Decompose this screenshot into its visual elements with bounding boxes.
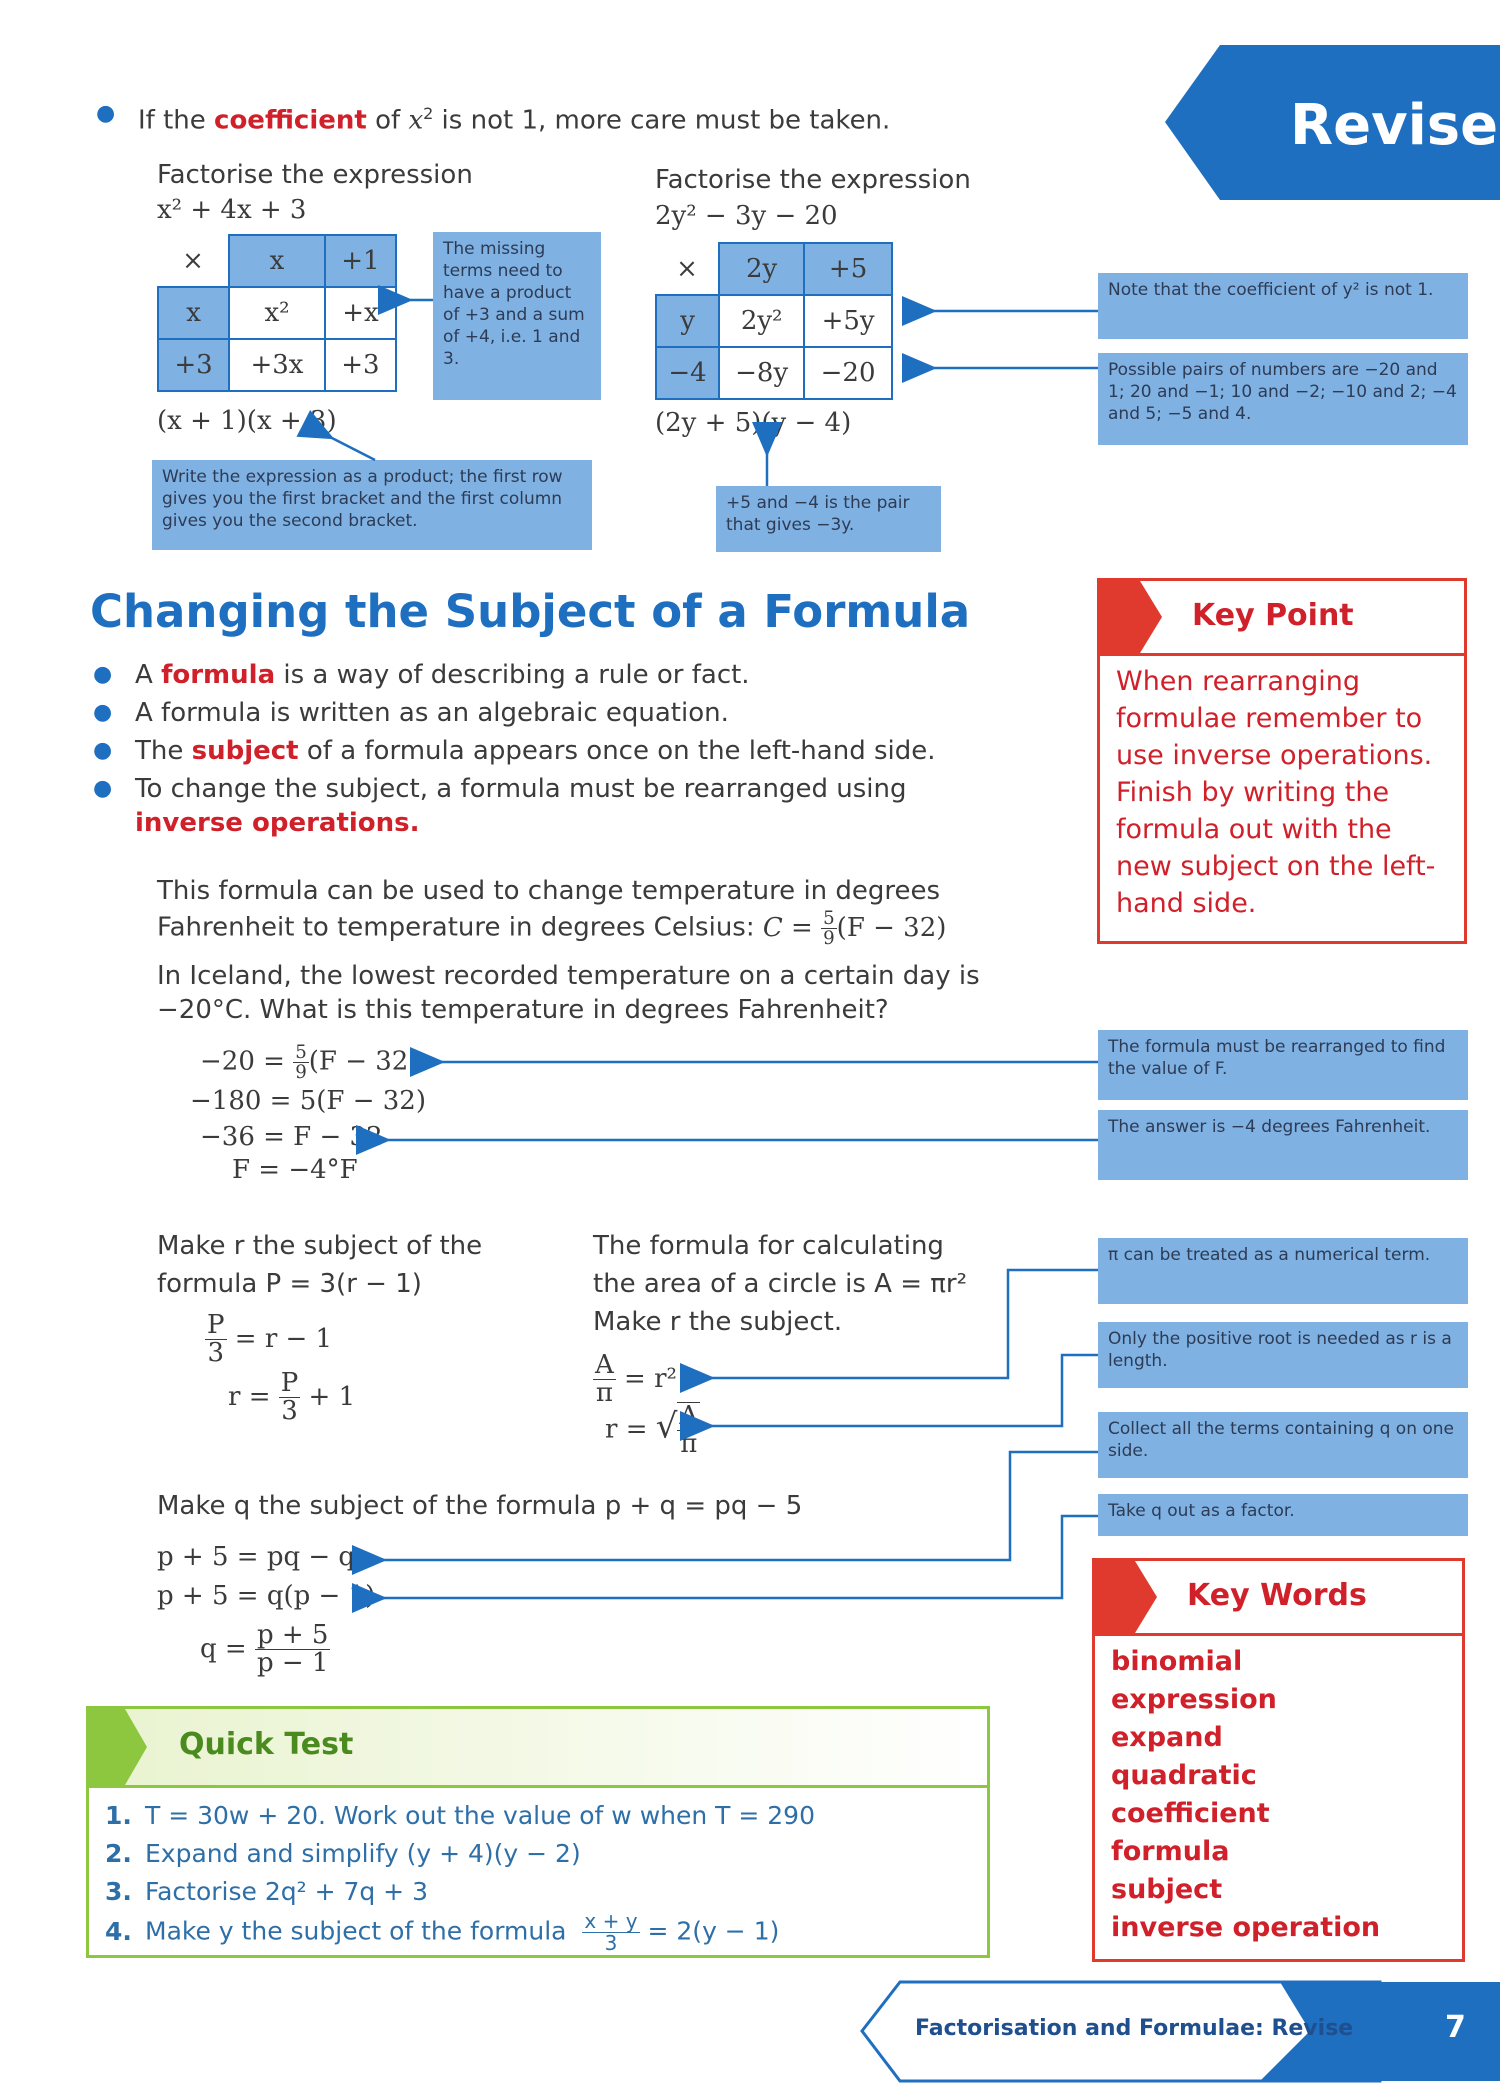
bullet-icon: ● <box>93 662 113 687</box>
ex2-cell: −8y <box>719 347 804 399</box>
key-word: coefficient <box>1111 1798 1270 1829</box>
ex1-heading: Factorise the expression <box>157 160 473 190</box>
ex-r-step-2: r = $\frac{P}{3}$ + 1 <box>228 1368 356 1427</box>
intro-line: ● If the coefficient of $x^2$ is not 1, more care must be taken. <box>138 97 890 138</box>
quick-test-chevron-icon <box>89 1709 159 1785</box>
temp-line-1: This formula can be used to change temperature in degrees <box>157 876 941 906</box>
ex1-cell: x² <box>229 287 325 339</box>
ex2-below-note: +5 and −4 is the pair that gives −3y. <box>716 486 941 552</box>
page-number: 7 <box>1445 2010 1466 2045</box>
temp-step-3: −36 = F − 32 <box>200 1122 383 1152</box>
ex1-side-note: The missing terms need to have a product of +3 and a sum of +4, i.e. 1 and 3. <box>433 232 601 400</box>
key-words-header <box>1095 1561 1462 1636</box>
key-word: expand <box>1111 1722 1223 1753</box>
ex2-cell: y <box>656 295 719 347</box>
ex-circle-step-1: $\frac{A}{\pi}$ = r² <box>595 1350 677 1409</box>
circle-note-1: π can be treated as a numerical term. <box>1098 1238 1468 1304</box>
temp-question-1: In Iceland, the lowest recorded temperature on a certain day is <box>157 961 980 991</box>
bullet-equation: ● A formula is written as an algebraic equation. <box>93 698 729 728</box>
ex-circle-line-2: the area of a circle is A = πr² <box>593 1269 968 1299</box>
key-word: inverse operation <box>1111 1912 1381 1943</box>
bullet-rearrange: ● To change the subject, a formula must be rearranged using inverse operations. <box>93 774 907 838</box>
key-words-title: Key Words <box>1187 1578 1367 1613</box>
quick-test-list <box>105 1797 815 1954</box>
ex-q-step-1: p + 5 = pq − q <box>157 1542 356 1572</box>
ex1-cell: +3 <box>325 339 396 391</box>
quick-test-item: 2. Expand and simplify (y + 4)(y − 2) <box>105 1839 581 1868</box>
ex2-cell: −20 <box>804 347 892 399</box>
ex2-right-note-2: Possible pairs of numbers are −20 and 1; 20 and −1; 10 and −2; −10 and 2; −4 and 5; −5 and 4. <box>1098 353 1468 445</box>
quick-test-item: 4. Make y the subject of the formula $\frac{x + y}{3}$ = 2(y − 1) <box>105 1909 780 1955</box>
quick-test-title: Quick Test <box>179 1727 354 1762</box>
key-words-list <box>1111 1643 1380 1947</box>
quick-test-header <box>89 1709 987 1788</box>
ex2-cell: −4 <box>656 347 719 399</box>
ex2-cell: 2y² <box>719 295 804 347</box>
temp-note-1: The formula must be rearranged to find the value of F. <box>1098 1030 1468 1100</box>
section-title: Changing the Subject of a Formula <box>90 585 971 638</box>
key-word: quadratic <box>1111 1760 1257 1791</box>
bullet-icon: ● <box>93 700 113 725</box>
ex1-answer: (x + 1)(x + 3) <box>157 406 337 436</box>
key-point-body: When rearranging formulae remember to use inverse operations. Finish by writing the formula out with the new subject on the left-hand side. <box>1116 666 1436 919</box>
bullet-icon: ● <box>96 101 116 126</box>
bullet-icon: ● <box>93 776 113 801</box>
quick-test-box <box>86 1706 990 1958</box>
ex1-expression: x² + 4x + 3 <box>157 195 307 225</box>
ex-r-step-1: $\frac{P}{3}$ = r − 1 <box>207 1310 333 1369</box>
ex2-expression: 2y² − 3y − 20 <box>655 201 838 231</box>
key-word: expression <box>1111 1684 1277 1715</box>
ex2-cell: 2y <box>719 243 804 295</box>
revise-label: Revise <box>1290 93 1499 158</box>
circle-note-2: Only the positive root is needed as r is a length. <box>1098 1322 1468 1388</box>
temp-step-2: −180 = 5(F − 32) <box>190 1086 426 1116</box>
temp-question-2: −20°C. What is this temperature in degrees Fahrenheit? <box>157 995 889 1025</box>
temp-note-2: The answer is −4 degrees Fahrenheit. <box>1098 1110 1468 1180</box>
key-point-title: Key Point <box>1192 598 1354 633</box>
q-note-2: Take q out as a factor. <box>1098 1494 1468 1536</box>
ex2-right-note-1: Note that the coefficient of y² is not 1. <box>1098 273 1468 339</box>
ex2-heading: Factorise the expression <box>655 165 971 195</box>
temp-step-4: F = −4°F <box>232 1155 358 1185</box>
key-words-box <box>1092 1558 1465 1962</box>
temp-step-1: −20 = $\frac{5}{9}$ (F − 32) <box>200 1042 419 1084</box>
ex1-cell: +3 <box>158 339 229 391</box>
ex2-cell: +5y <box>804 295 892 347</box>
ex-circle-step-2: r = √ $\frac{A}{\pi}$ <box>605 1401 699 1460</box>
bullet-icon: ● <box>93 738 113 763</box>
ex1-cell: +x <box>325 287 396 339</box>
key-word: subject <box>1111 1874 1223 1905</box>
ex-q-step-3: q = $\frac{p + 5}{p - 1}$ <box>200 1620 329 1679</box>
ex1-cell: × <box>182 245 204 276</box>
sqrt-icon: √ <box>655 1406 678 1447</box>
ex-r-line-1: Make r the subject of the <box>157 1231 483 1261</box>
ex1-cell: +1 <box>325 235 396 287</box>
ex2-cell: +5 <box>804 243 892 295</box>
quick-test-item: 1. T = 30w + 20. Work out the value of w when T = 290 <box>105 1801 815 1830</box>
ex1-cell: x <box>229 235 325 287</box>
ex2-answer: (2y + 5)(y − 4) <box>655 408 852 438</box>
ex1-cell: x <box>158 287 229 339</box>
ex-q-step-2: p + 5 = q(p − 1) <box>157 1581 376 1611</box>
key-word: binomial <box>1111 1646 1243 1677</box>
quick-test-item: 3. Factorise 2q² + 7q + 3 <box>105 1877 428 1906</box>
ex-q-line-1: Make q the subject of the formula p + q = pq − 5 <box>157 1491 803 1521</box>
footer-label: Factorisation and Formulae: Revise <box>915 2016 1354 2041</box>
key-words-chevron-icon <box>1095 1561 1165 1633</box>
footer-bar <box>860 1980 1500 2083</box>
ex-circle-line-3: Make r the subject. <box>593 1307 843 1337</box>
ex-circle-line-1: The formula for calculating <box>593 1231 944 1261</box>
temp-line-2: Fahrenheit to temperature in degrees Celsius: C = $\frac{5}{9}$ (F − 32) <box>157 908 947 950</box>
q-note-1: Collect all the terms containing q on one side. <box>1098 1412 1468 1478</box>
bullet-subject: ● The subject of a formula appears once on the left-hand side. <box>93 736 936 766</box>
bullet-formula: ● A formula is a way of describing a rule or fact. <box>93 660 750 690</box>
ex1-below-note: Write the expression as a product; the first row gives you the first bracket and the first column gives you the second bracket. <box>152 460 592 550</box>
key-word: formula <box>1111 1836 1230 1867</box>
ex1-cell: +3x <box>229 339 325 391</box>
ex2-cell: × <box>676 253 698 284</box>
ex-r-line-2: formula P = 3(r − 1) <box>157 1269 422 1299</box>
